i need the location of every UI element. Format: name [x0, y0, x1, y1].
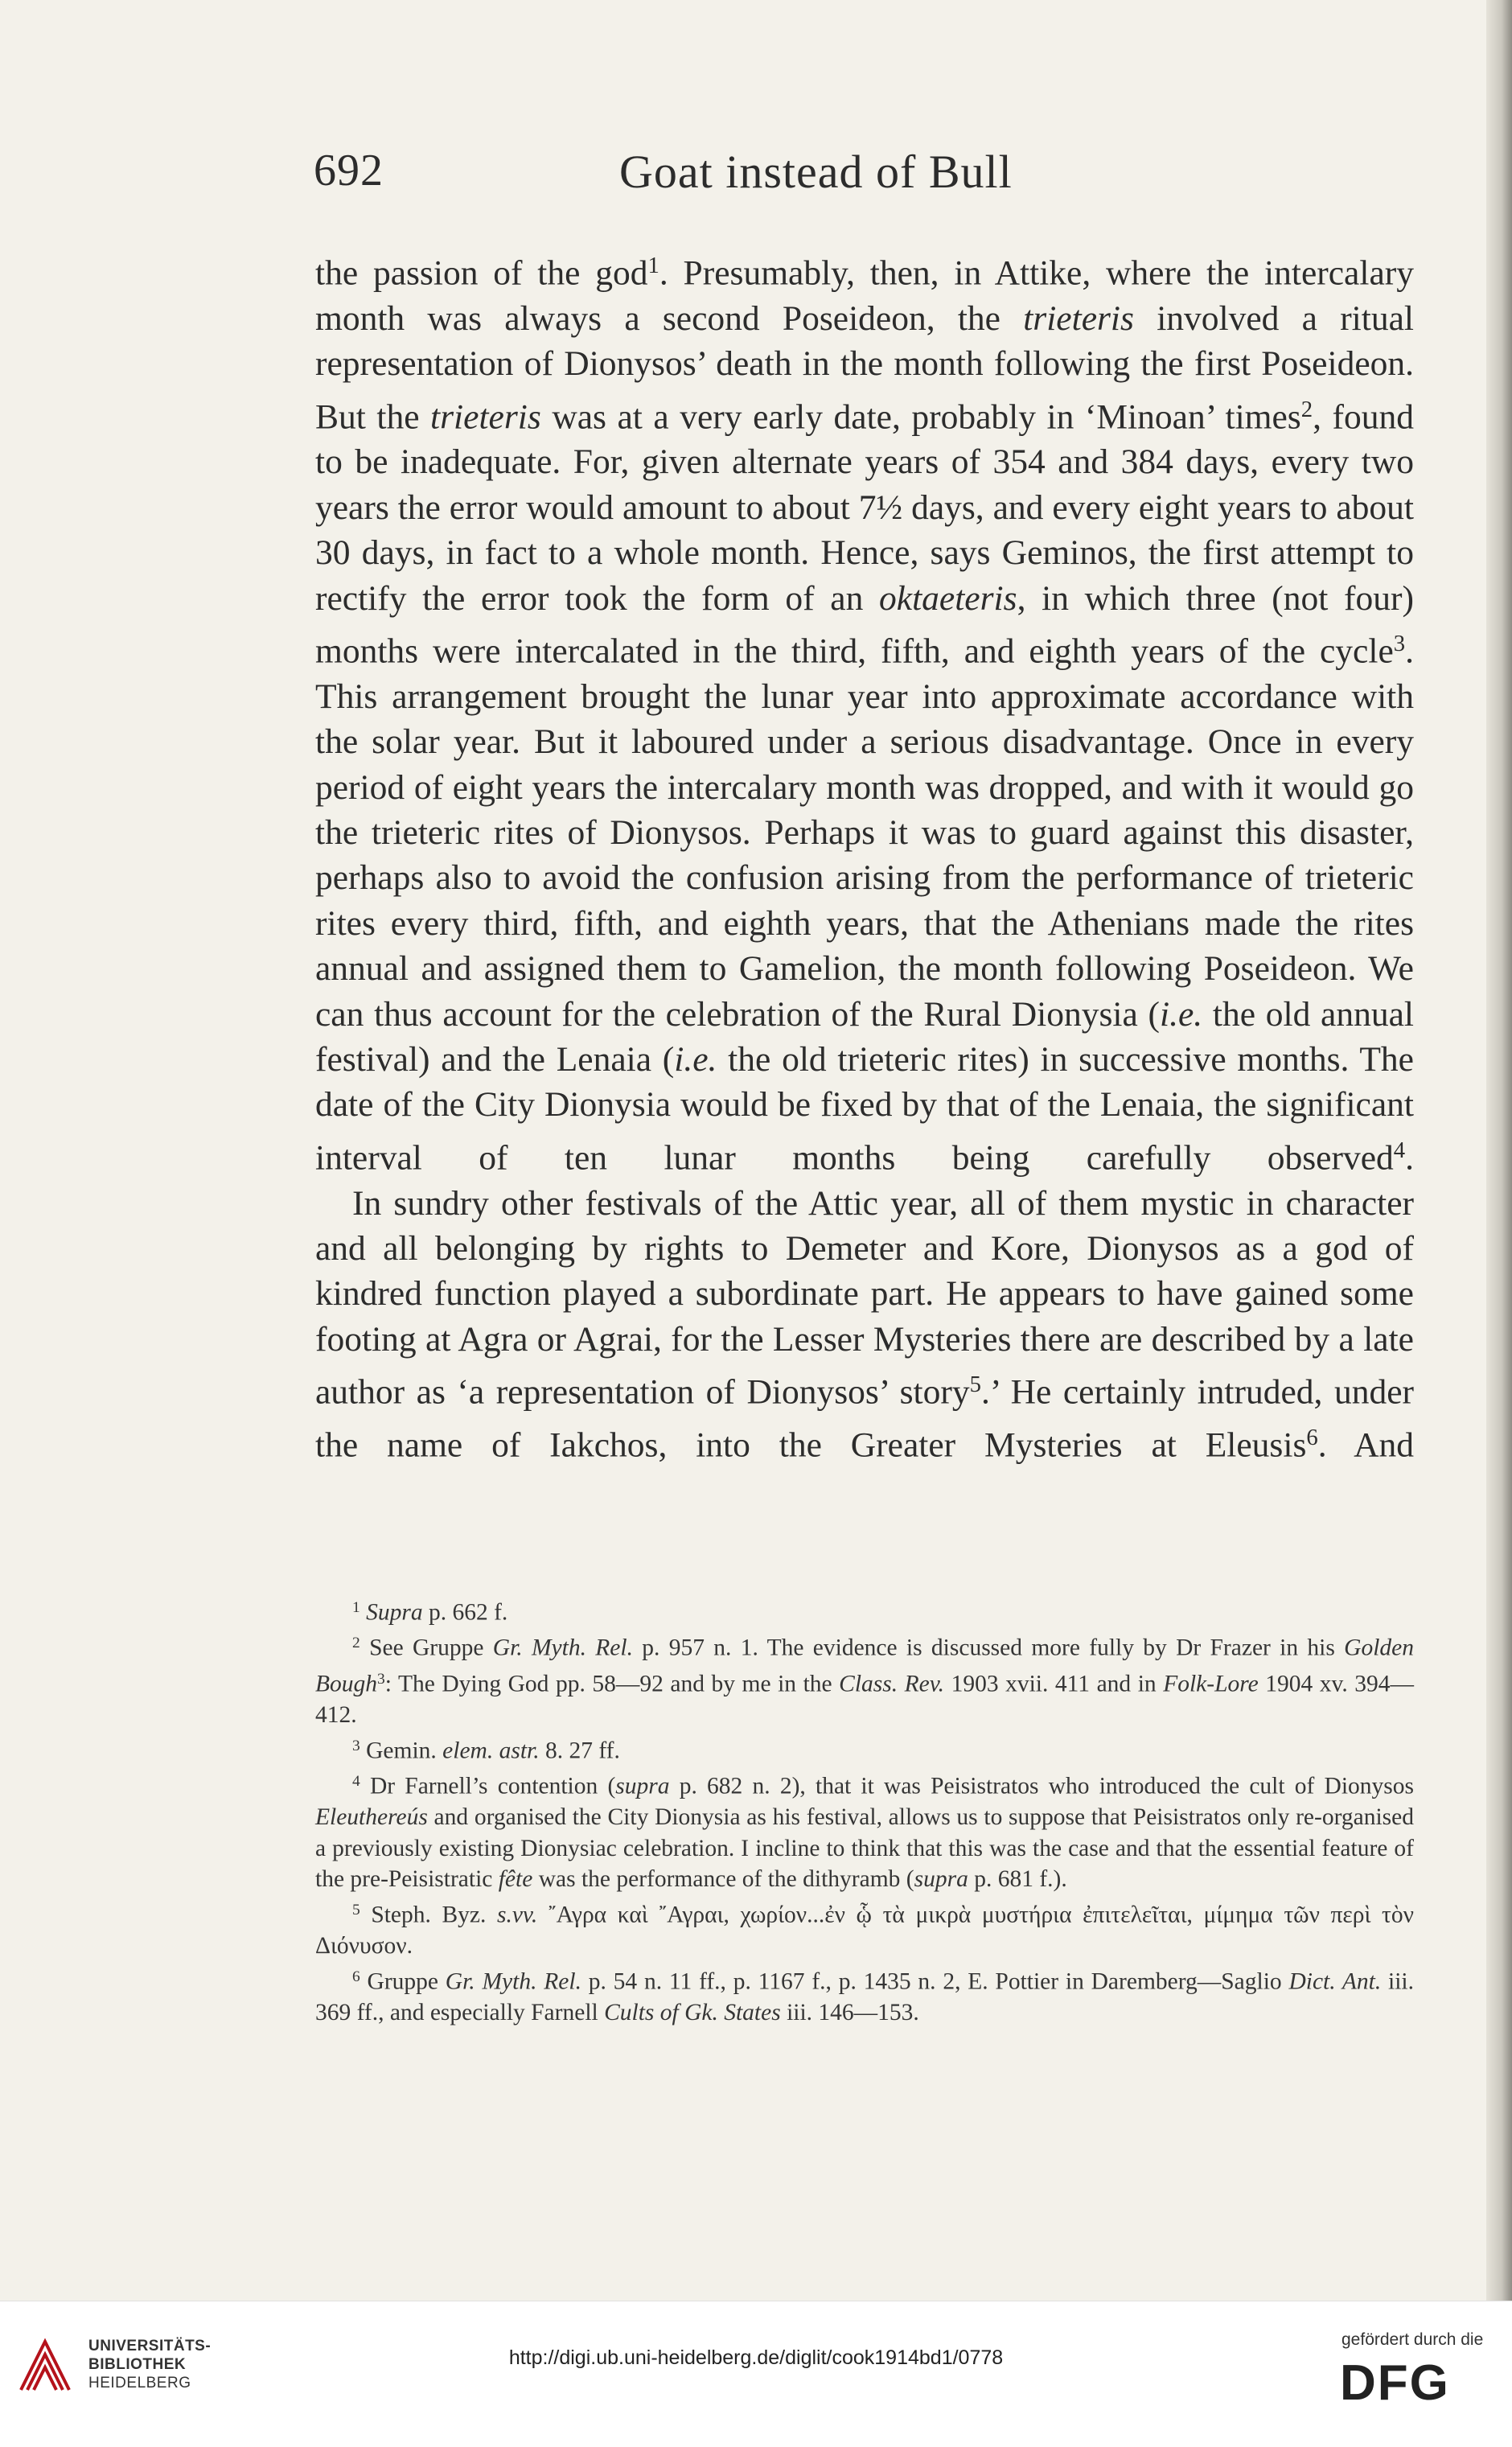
footnote-ref-1[interactable]: 1: [647, 253, 659, 278]
paragraph-1: the passion of the god$^1$. Presumably, then, in Attike, where the intercalary month was always a second Poseideon, the trieteris involved a ritual representation of Dionysos’ death in the month following the first Poseideon. But the trieteris was at a very early date, probably in ‘Minoan’ times$^2$, found to be inadequate. For, given alternate years of 354 and 384 days, every two years the error would amount to about 7½ days, and every eight years to about 30 days, in fact to a whole month. Hence, says Geminos, the first attempt to rectify the error took the form of an oktaeteris, in which three (not four) months were intercalated in the third, fifth, and eighth years of the cycle$^3$. This arrangement brought the lunar year into approximate accordance with the solar year. But it laboured under a serious disadvantage. Once in every period of eight years the intercalary month was dropped, and with it would go the trieteric rites of Dionysos. Perhaps it was to guard against this disaster, perhaps also to avoid the confusion arising from the performance of trieteric rites every third, fifth, and eighth years, that the Athenians made the rites annual and assigned them to Gamelion, the month following Poseideon. We can thus account for the celebration of the Rural Dionysia (i.e. the old annual festival) and the Lenaia (i.e. the old trieteric rites) in successive months. The date of the City Dionysia would be fixed by that of the Lenaia, the significant interval of ten lunar months being carefully observed$^4$.: [315, 253, 1414, 1178]
footnote-ref-3[interactable]: 3: [1393, 630, 1406, 656]
main-text: [315, 243, 1414, 1468]
footnote-4: $^4$ Dr Farnell’s contention (supra p. 682 n. 2), that it was Peisistratos who introduced the cult of Dionysos Eleuthereús and organised the City Dionysia as his festival, allows us to suppose that Peisistratos only re-organised a previously existing Dionysiac celebration. I incline to think that this was the case and that the essential feature of the pre-Peisistratic fête was the performance of the dithyramb (supra p. 681 f.).: [315, 1772, 1415, 1893]
running-head: [314, 145, 1126, 209]
footnote-ref-5[interactable]: 5: [969, 1372, 981, 1398]
footnote-ref-6[interactable]: 6: [1306, 1424, 1318, 1450]
permalink-url[interactable]: http://digi.ub.uni-heidelberg.de/diglit/cook1914bd1/0778: [508, 2346, 1004, 2369]
footnote-ref-4[interactable]: 4: [1393, 1137, 1406, 1163]
library-name: UNIVERSITÄTS- BIBLIOTHEK HEIDELBERG: [88, 2338, 212, 2391]
footnote-ref-2[interactable]: 2: [1300, 396, 1313, 422]
footnote-1: $^1$ Supra p. 662 f.: [352, 1599, 508, 1626]
running-title: Goat instead of Bull: [619, 146, 1013, 198]
footnote-2: $^2$ See Gruppe Gr. Myth. Rel. p. 957 n. 1. The evidence is discussed more fully by Dr Frazer in his Golden Bough$^3$: The Dying God pp. 58—92 and by me in the Class. Rev. 1903 xvii. 411 and in Folk-Lore 1904 xv. 394—412.: [315, 1635, 1415, 1728]
paragraph-2: In sundry other festivals of the Attic year, all of them mystic in character and all belonging by rights to Demeter and Kore, Dionysos as a god of kindred function played a subordinate part. He appears to have gained some footing at Agra or Agrai, for the Lesser Mysteries there are described by a late author as ‘a representation of Dionysos’ story$^5$.’ He certainly intruded, under the name of Iakchos, into the Greater Mysteries at Eleusis$^6$. And: [315, 1183, 1414, 1465]
dfg-logo: DFG: [1340, 2355, 1450, 2411]
footnotes: [315, 1593, 1414, 2029]
page-edge-shadow: [1486, 0, 1512, 2301]
page-number: 692: [314, 146, 384, 195]
footnote-6: $^6$ Gruppe Gr. Myth. Rel. p. 54 n. 11 ff., p. 1167 f., p. 1435 n. 2, E. Pottier in Daremberg—Saglio Dict. Ant. iii. 369 ff., and especially Farnell Cults of Gk. States iii. 146—153.: [315, 1968, 1414, 2026]
footnote-5: $^5$ Steph. Byz. s.vv. ῎Αγρα καὶ ῎Αγραι, χωρίον...ἐν ᾧ τὰ μικρὰ μυστήρια ἐπιτελεῖται, μίμημα τῶν περὶ τὸν Διόνυσον.: [315, 1902, 1415, 1960]
digitization-footer: [0, 2301, 1512, 2447]
funding-note: gefördert durch die: [1341, 2330, 1484, 2349]
footnote-3: $^3$ Gemin. elem. astr. 8. 27 ff.: [352, 1737, 620, 1764]
